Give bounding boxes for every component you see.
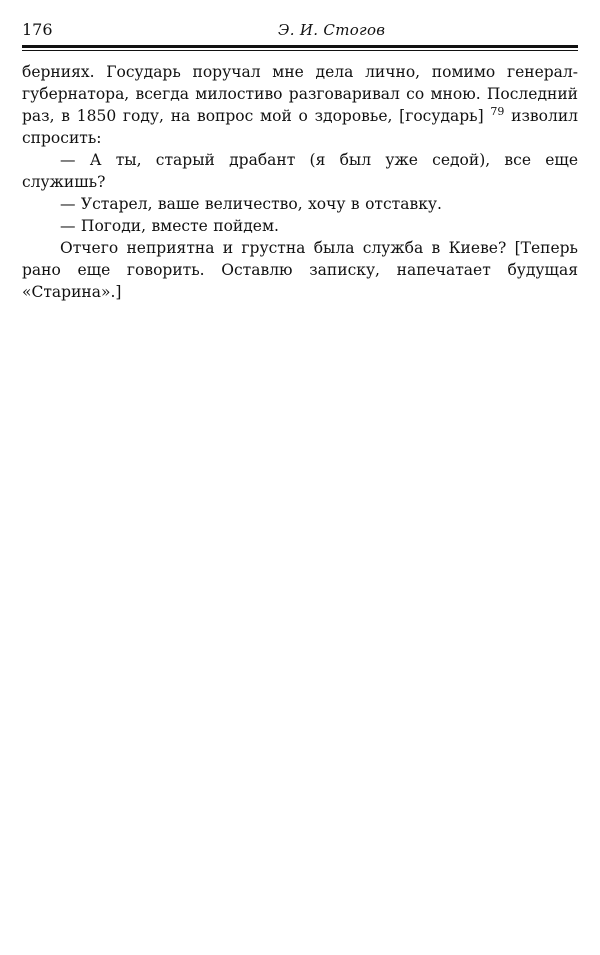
footnote-reference[interactable]: 79: [490, 104, 505, 118]
page-number: 176: [22, 20, 53, 39]
paragraph-3: — Устарел, ваше величество, хочу в отставку.: [60, 195, 442, 213]
page-header: [22, 20, 578, 44]
body-text: [22, 61, 578, 303]
running-title: Э. И. Стогов: [278, 21, 386, 39]
paragraph-1-text-b: изволил спросить:: [22, 107, 578, 147]
header-rule-thin: [22, 50, 578, 51]
paragraph-1: [22, 61, 578, 149]
header-rule-thick: [22, 45, 578, 48]
paragraph-5: Отчего неприятна и грустна была служба в Киеве? [Теперь рано еще говорить. Оставлю записку, напечатает будущая «Старина».]: [22, 239, 578, 301]
paragraph-2: — А ты, старый драбант (я был уже седой), все еще служишь?: [22, 151, 578, 191]
paragraph-4: — Погоди, вместе пойдем.: [60, 217, 279, 235]
paragraph-1-text-a: берниях. Государь поручал мне дела лично, помимо генерал-губернатора, всегда милостиво разговаривал со мною. Последний раз, в 1850 году, на вопрос мой о здоровье, [государь]: [22, 63, 578, 125]
